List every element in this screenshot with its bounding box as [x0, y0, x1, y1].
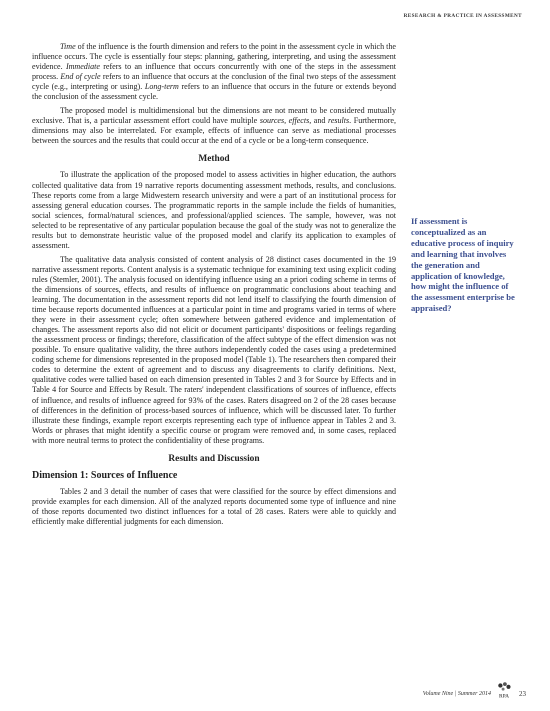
text-run: of the influence is the fourth dimension and refers to the point in the assessment cycle in which the influence occurs. The cycle is essentially four steps: planning, gathering, interpreting, and using the assessment evidence.	[32, 42, 396, 72]
main-column	[32, 42, 396, 534]
italic-term: sources, effects	[259, 116, 310, 126]
page-footer	[423, 685, 526, 703]
paragraph-method-2: The qualitative data analysis consisted of content analysis of 28 distinct cases documented in the 19 narrative assessment reports. Content analysis is a systematic technique for examining text using explicit coding rules (Stemler, 2001). The analysis focused on identifying influence using an a priori coding scheme in terms of the dimensions of sources, effects, and results of influence on programmatic conclusions about teaching and learning. The documentation in the assessment reports did not lend itself to classifying the fourth dimension of time because reports documented influences at a particular point in time and programs varied in terms of where they were in their assessment cycle; often somewhere between gathered evidence and implementation of changes. The assessment reports also did not elicit or document participants' dispositions or feelings regarding the assessment process or findings; therefore, classification of the affect subtype of the effect dimension was not possible. To ensure qualitative validity, the three authors independently coded the cases using a predetermined coding scheme for dimensions represented in the proposed model (Table 1). The researchers then compared their codes to determine the extent of agreement and to discuss any disagreements to clarify definitions. Next, qualitative codes were tallied based on each dimension presented in Tables 2 and 3 for Source by Effects and in Table 4 for Source and Effects by Result. The raters' independent classifications of sources of influence, effects of influence, and results of influence agreed for 93% of the cases. Raters disagreed on 2 of the 28 cases because of differences in the definition of process-based sources of influence, which will be discussed later. To further illustrate these findings, example report excerpts representing each type of influence appear in Tables 2 and 3. Words or phrases that might identify a specific course or program were removed and, in some cases, replaced with more neutral terms to protect the confidentiality of these programs.	[32, 254, 396, 445]
running-head: RESEARCH & PRACTICE IN ASSESSMENT	[403, 13, 522, 19]
rpa-logo-icon	[495, 681, 513, 699]
text-run: refers to an influence that occurs concurrently with one of the steps in the assessment process.	[32, 62, 396, 82]
text-run: refers to an influence that occurs in the future or extends beyond the conclusion of the assessment cycle.	[32, 82, 397, 102]
paragraph-time-dimension	[32, 42, 396, 102]
heading-dimension-1: Dimension 1: Sources of Influence	[32, 469, 178, 481]
italic-term: Long-term	[144, 82, 179, 92]
paragraph-method-1: To illustrate the application of the proposed model to assess activities in higher education, the authors collected qualitative data from 19 narrative reports documenting assessment methods, results, and conclusions. These reports come from a large Midwestern research university and were a part of an institutional process for assessing general education courses. The programmatic reports in the sample include the fields of humanities, social sciences, formal/natural sciences, and professional/applied sciences. The sample, however, was not selected to be representative of any particular population because the goal of the study was not to generalize the results but to demonstrate heuristic value of the proposed model and clarify its application to examples of assessment.	[32, 170, 396, 250]
logo-text: RPA	[499, 693, 509, 699]
pull-quote: If assessment is conceptualized as an educative process of inquiry and learning that involves the generation and application of knowledge, how might the influence of the assessment enterprise be appraised?	[411, 216, 515, 314]
heading-method: Method	[198, 154, 230, 165]
text-run: refers to an influence that occurs at the conclusion of the final two steps of the assessment cycle (e.g., interpreting or using).	[32, 72, 397, 92]
heading-results-discussion: Results and Discussion	[168, 453, 260, 464]
text-run: . Furthermore, dimensions may also be interrelated. For example, effects of influence can serve as mediational processes between the sources and the results that could occur at the end of a cycle or be a long-term consequence.	[32, 116, 396, 146]
italic-term: results	[328, 116, 350, 126]
italic-term: End of cycle	[60, 72, 101, 82]
paragraph-dimension-1: Tables 2 and 3 detail the number of cases that were classified for the source by effect dimensions and provide examples for each dimension. All of the analyzed reports documented some type of influence and nine of those reports documented two distinct influences for a total of 28 cases. Raters were able to quickly and efficiently make differential judgments for each dimension.	[32, 486, 396, 526]
text-run: , and	[309, 116, 328, 126]
issue-label: Volume Nine | Summer 2014	[422, 691, 491, 697]
italic-term: Time	[60, 42, 76, 51]
text-run: The proposed model is multidimensional but the dimensions are not meant to be considered mutually exclusive. That is, a particular assessment effort could have multiple	[32, 106, 396, 126]
page-number: 23	[519, 690, 526, 698]
paragraph-multidimensional	[32, 106, 396, 146]
italic-term: Immediate	[65, 62, 100, 72]
